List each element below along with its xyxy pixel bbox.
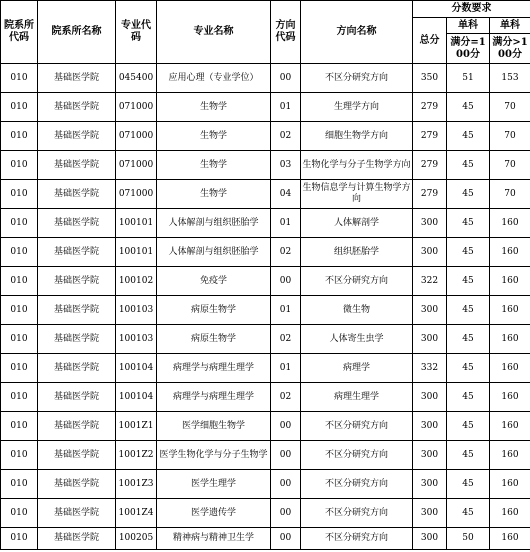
total-score-cell: 322: [413, 267, 447, 296]
table-body: [1, 64, 530, 550]
table-header: [1, 1, 530, 64]
table-row: [1, 180, 530, 209]
direction-code-cell: 00: [271, 412, 301, 441]
total-score-cell: 300: [413, 296, 447, 325]
header-full-over-100: 满分>100分: [490, 34, 530, 64]
dept-code-cell: 010: [1, 122, 38, 151]
total-score-cell: 279: [413, 180, 447, 209]
single-100-cell: 45: [447, 296, 490, 325]
single-100-cell: 50: [447, 528, 490, 550]
direction-name-cell: 生物信息学与计算生物学方向: [301, 180, 413, 209]
direction-code-cell: 02: [271, 325, 301, 354]
dept-name-cell: 基础医学院: [38, 354, 116, 383]
single-100-cell: 45: [447, 93, 490, 122]
single-over-100-cell: 160: [490, 441, 530, 470]
single-over-100-cell: 70: [490, 180, 530, 209]
major-code-cell: 100104: [116, 383, 157, 412]
single-100-cell: 45: [447, 151, 490, 180]
dept-code-cell: 010: [1, 296, 38, 325]
single-100-cell: 45: [447, 238, 490, 267]
major-code-cell: 045400: [116, 64, 157, 93]
table-row: [1, 93, 530, 122]
table-row: [1, 151, 530, 180]
dept-code-cell: 010: [1, 354, 38, 383]
total-score-cell: 279: [413, 151, 447, 180]
direction-name-cell: 病理生理学: [301, 383, 413, 412]
direction-name-cell: 组织胚胎学: [301, 238, 413, 267]
dept-name-cell: 基础医学院: [38, 151, 116, 180]
dept-name-cell: 基础医学院: [38, 267, 116, 296]
direction-name-cell: 不区分研究方向: [301, 267, 413, 296]
dept-name-cell: 基础医学院: [38, 93, 116, 122]
single-100-cell: 45: [447, 470, 490, 499]
direction-code-cell: 01: [271, 296, 301, 325]
dept-name-cell: 基础医学院: [38, 122, 116, 151]
table-row: [1, 499, 530, 528]
single-over-100-cell: 160: [490, 499, 530, 528]
direction-code-cell: 00: [271, 267, 301, 296]
table-row: [1, 412, 530, 441]
single-100-cell: 45: [447, 412, 490, 441]
direction-code-cell: 00: [271, 499, 301, 528]
dept-code-cell: 010: [1, 238, 38, 267]
header-total-score: 总分: [413, 18, 447, 64]
table-row: [1, 441, 530, 470]
dept-code-cell: 010: [1, 412, 38, 441]
total-score-cell: 300: [413, 499, 447, 528]
single-100-cell: 45: [447, 499, 490, 528]
table-row: [1, 528, 530, 550]
major-name-cell: 生物学: [157, 93, 271, 122]
dept-name-cell: 基础医学院: [38, 470, 116, 499]
single-over-100-cell: 70: [490, 122, 530, 151]
table-row: [1, 238, 530, 267]
dept-name-cell: 基础医学院: [38, 209, 116, 238]
single-over-100-cell: 153: [490, 64, 530, 93]
header-major-name: 专业名称: [157, 1, 271, 64]
single-100-cell: 45: [447, 325, 490, 354]
major-code-cell: 071000: [116, 93, 157, 122]
table-row: [1, 122, 530, 151]
direction-code-cell: 02: [271, 122, 301, 151]
table-row: [1, 470, 530, 499]
direction-name-cell: 人体解剖学: [301, 209, 413, 238]
major-code-cell: 100103: [116, 325, 157, 354]
direction-name-cell: 不区分研究方向: [301, 528, 413, 550]
major-code-cell: 100102: [116, 267, 157, 296]
total-score-cell: 300: [413, 238, 447, 267]
major-name-cell: 人体解剖与组织胚胎学: [157, 238, 271, 267]
major-code-cell: 1001Z2: [116, 441, 157, 470]
single-over-100-cell: 160: [490, 296, 530, 325]
single-100-cell: 45: [447, 209, 490, 238]
major-name-cell: 医学遗传学: [157, 499, 271, 528]
direction-code-cell: 04: [271, 180, 301, 209]
dept-name-cell: 基础医学院: [38, 528, 116, 550]
single-over-100-cell: 160: [490, 267, 530, 296]
direction-code-cell: 01: [271, 354, 301, 383]
major-code-cell: 100205: [116, 528, 157, 550]
single-over-100-cell: 160: [490, 209, 530, 238]
header-direction-code: 方向代码: [271, 1, 301, 64]
major-name-cell: 生物学: [157, 122, 271, 151]
dept-code-cell: 010: [1, 209, 38, 238]
header-full-100: 满分=100分: [447, 34, 490, 64]
total-score-cell: 300: [413, 383, 447, 412]
direction-name-cell: 微生物: [301, 296, 413, 325]
dept-name-cell: 基础医学院: [38, 325, 116, 354]
dept-code-cell: 010: [1, 151, 38, 180]
total-score-cell: 350: [413, 64, 447, 93]
direction-name-cell: 病理学: [301, 354, 413, 383]
table-row: [1, 209, 530, 238]
major-code-cell: 100103: [116, 296, 157, 325]
header-direction-name: 方向名称: [301, 1, 413, 64]
dept-name-cell: 基础医学院: [38, 296, 116, 325]
single-100-cell: 51: [447, 64, 490, 93]
single-over-100-cell: 160: [490, 383, 530, 412]
header-dept-name: 院系所名称: [38, 1, 116, 64]
major-code-cell: 100104: [116, 354, 157, 383]
major-name-cell: 免疫学: [157, 267, 271, 296]
direction-code-cell: 02: [271, 238, 301, 267]
header-single-subject-2: 单科: [490, 18, 530, 34]
single-100-cell: 45: [447, 354, 490, 383]
dept-code-cell: 010: [1, 267, 38, 296]
dept-name-cell: 基础医学院: [38, 238, 116, 267]
single-100-cell: 45: [447, 267, 490, 296]
single-over-100-cell: 160: [490, 325, 530, 354]
dept-code-cell: 010: [1, 441, 38, 470]
single-over-100-cell: 160: [490, 412, 530, 441]
direction-code-cell: 00: [271, 470, 301, 499]
dept-name-cell: 基础医学院: [38, 64, 116, 93]
major-name-cell: 病原生物学: [157, 325, 271, 354]
major-name-cell: 病理学与病理生理学: [157, 354, 271, 383]
major-code-cell: 100101: [116, 209, 157, 238]
total-score-cell: 300: [413, 412, 447, 441]
single-100-cell: 45: [447, 180, 490, 209]
direction-code-cell: 02: [271, 383, 301, 412]
dept-code-cell: 010: [1, 528, 38, 550]
major-code-cell: 1001Z3: [116, 470, 157, 499]
header-single-subject-1: 单科: [447, 18, 490, 34]
table-row: [1, 383, 530, 412]
single-over-100-cell: 70: [490, 151, 530, 180]
single-over-100-cell: 160: [490, 528, 530, 550]
direction-code-cell: 00: [271, 528, 301, 550]
direction-code-cell: 01: [271, 93, 301, 122]
total-score-cell: 300: [413, 209, 447, 238]
table-row: [1, 64, 530, 93]
total-score-cell: 300: [413, 441, 447, 470]
major-name-cell: 精神病与精神卫生学: [157, 528, 271, 550]
dept-name-cell: 基础医学院: [38, 383, 116, 412]
total-score-cell: 300: [413, 528, 447, 550]
major-code-cell: 1001Z1: [116, 412, 157, 441]
direction-code-cell: 00: [271, 64, 301, 93]
direction-name-cell: 不区分研究方向: [301, 470, 413, 499]
major-name-cell: 病原生物学: [157, 296, 271, 325]
direction-name-cell: 细胞生物学方向: [301, 122, 413, 151]
dept-code-cell: 010: [1, 93, 38, 122]
dept-code-cell: 010: [1, 499, 38, 528]
dept-name-cell: 基础医学院: [38, 499, 116, 528]
dept-name-cell: 基础医学院: [38, 412, 116, 441]
header-score-requirements: 分数要求: [413, 1, 530, 18]
major-name-cell: 病理学与病理生理学: [157, 383, 271, 412]
total-score-cell: 332: [413, 354, 447, 383]
major-name-cell: 医学生物化学与分子生物学: [157, 441, 271, 470]
total-score-cell: 300: [413, 325, 447, 354]
total-score-cell: 300: [413, 470, 447, 499]
direction-name-cell: 人体寄生虫学: [301, 325, 413, 354]
direction-name-cell: 不区分研究方向: [301, 64, 413, 93]
total-score-cell: 279: [413, 93, 447, 122]
header-major-code: 专业代码: [116, 1, 157, 64]
table-row: [1, 354, 530, 383]
direction-code-cell: 00: [271, 441, 301, 470]
major-name-cell: 医学细胞生物学: [157, 412, 271, 441]
table-row: [1, 296, 530, 325]
dept-name-cell: 基础医学院: [38, 441, 116, 470]
direction-name-cell: 不区分研究方向: [301, 441, 413, 470]
dept-code-cell: 010: [1, 64, 38, 93]
major-code-cell: 1001Z4: [116, 499, 157, 528]
direction-name-cell: 不区分研究方向: [301, 412, 413, 441]
direction-name-cell: 不区分研究方向: [301, 499, 413, 528]
single-over-100-cell: 70: [490, 93, 530, 122]
header-dept-code: 院系所代码: [1, 1, 38, 64]
total-score-cell: 279: [413, 122, 447, 151]
major-code-cell: 071000: [116, 151, 157, 180]
major-code-cell: 071000: [116, 180, 157, 209]
table-row: [1, 325, 530, 354]
table-row: [1, 267, 530, 296]
single-100-cell: 45: [447, 441, 490, 470]
major-name-cell: 应用心理（专业学位）: [157, 64, 271, 93]
single-100-cell: 45: [447, 122, 490, 151]
direction-name-cell: 生物化学与分子生物学方向: [301, 151, 413, 180]
direction-name-cell: 生理学方向: [301, 93, 413, 122]
dept-code-cell: 010: [1, 325, 38, 354]
direction-code-cell: 01: [271, 209, 301, 238]
direction-code-cell: 03: [271, 151, 301, 180]
major-code-cell: 100101: [116, 238, 157, 267]
single-over-100-cell: 160: [490, 354, 530, 383]
single-100-cell: 45: [447, 383, 490, 412]
single-over-100-cell: 160: [490, 470, 530, 499]
dept-code-cell: 010: [1, 470, 38, 499]
major-name-cell: 生物学: [157, 151, 271, 180]
dept-name-cell: 基础医学院: [38, 180, 116, 209]
single-over-100-cell: 160: [490, 238, 530, 267]
dept-code-cell: 010: [1, 383, 38, 412]
major-code-cell: 071000: [116, 122, 157, 151]
major-name-cell: 医学生理学: [157, 470, 271, 499]
major-name-cell: 生物学: [157, 180, 271, 209]
dept-code-cell: 010: [1, 180, 38, 209]
major-name-cell: 人体解剖与组织胚胎学: [157, 209, 271, 238]
